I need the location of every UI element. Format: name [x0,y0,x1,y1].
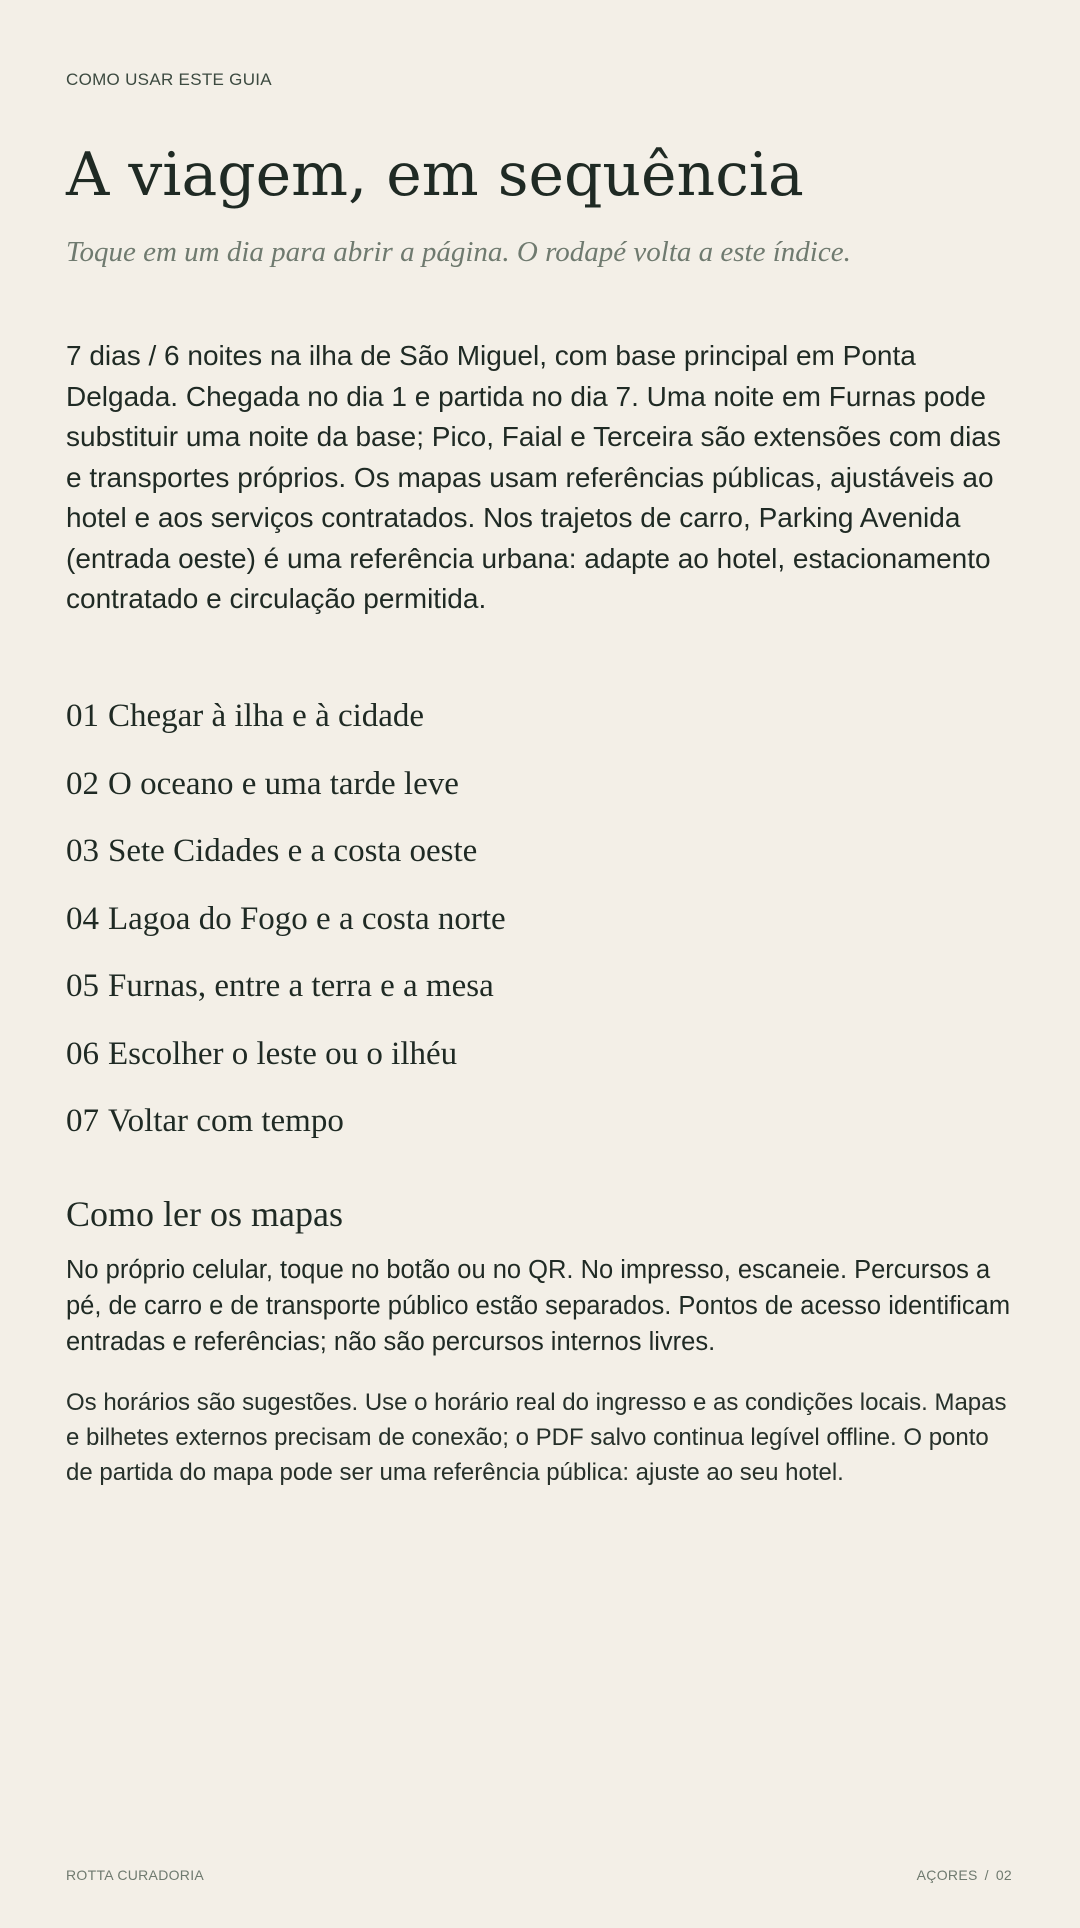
day-link-01[interactable] [66,696,506,764]
footer-separator: / [984,1867,989,1883]
day-number: 07 [66,1103,99,1139]
day-link-04[interactable] [66,899,506,967]
day-title: Escolher o leste ou o ilhéu [108,1035,458,1072]
page-title: A viagem, em sequência [66,140,804,210]
footer-index-link[interactable] [917,1867,1012,1883]
maps-paragraph-notes: Os horários são sugestões. Use o horário real do ingresso e as condições locais. Mapas e bilhetes externos precisam de conexão; o PDF salvo continua legível offline. O ponto de partida do mapa pode ser uma referência pública: ajuste ao seu hotel. [66,1389,1007,1486]
day-number: 03 [66,833,99,869]
day-title: Voltar com tempo [108,1103,344,1139]
guide-page [66,0,1014,1928]
day-link-07[interactable] [66,1101,506,1169]
day-link-05[interactable] [66,966,506,1034]
day-link-06[interactable] [66,1034,506,1102]
day-title: Chegar à ilha e à cidade [108,698,425,734]
day-number: 01 [66,698,99,734]
day-number: 06 [66,1035,99,1072]
footer-page-number: 02 [995,1867,1012,1883]
maps-section-title: Como ler os mapas [66,1194,343,1234]
day-title: Lagoa do Fogo e a costa norte [108,900,506,937]
day-number: 05 [66,968,99,1004]
day-index-list [66,696,506,1169]
day-link-03[interactable] [66,831,506,899]
day-link-02[interactable] [66,764,506,832]
day-title: O oceano e uma tarde leve [108,765,459,802]
footer-section: AÇORES [916,1867,978,1883]
day-number: 02 [66,765,99,802]
maps-paragraph-usage: No próprio celular, toque no botão ou no QR. No impresso, escaneie. Percursos a pé, de carro e de transporte público estão separados. Pontos de acesso identificam entradas e referências; não são percursos internos livres. [66,1256,1011,1356]
day-title: Sete Cidades e a costa oeste [108,833,478,869]
day-number: 04 [66,900,99,937]
page-subtitle: Toque em um dia para abrir a página. O rodapé volta a este índice. [66,236,851,268]
footer-brand: ROTTA CURADORIA [66,1867,205,1883]
day-title: Furnas, entre a terra e a mesa [108,968,494,1004]
intro-paragraph: 7 dias / 6 noites na ilha de São Miguel, com base principal em Ponta Delgada. Chegada no dia 1 e partida no dia 7. Uma noite em Furnas pode substituir uma noite da base; Pico, Faial e Terceira são extensões com dias e transportes próprios. Os mapas usam referências públicas, ajustáveis ao hotel e aos serviços contratados. Nos trajetos de carro, Parking Avenida (entrada oeste) é uma referência urbana: adapte ao hotel, estacionamento contratado e circulação permitida. [66,340,1001,614]
section-kicker: COMO USAR ESTE GUIA [66,70,272,89]
